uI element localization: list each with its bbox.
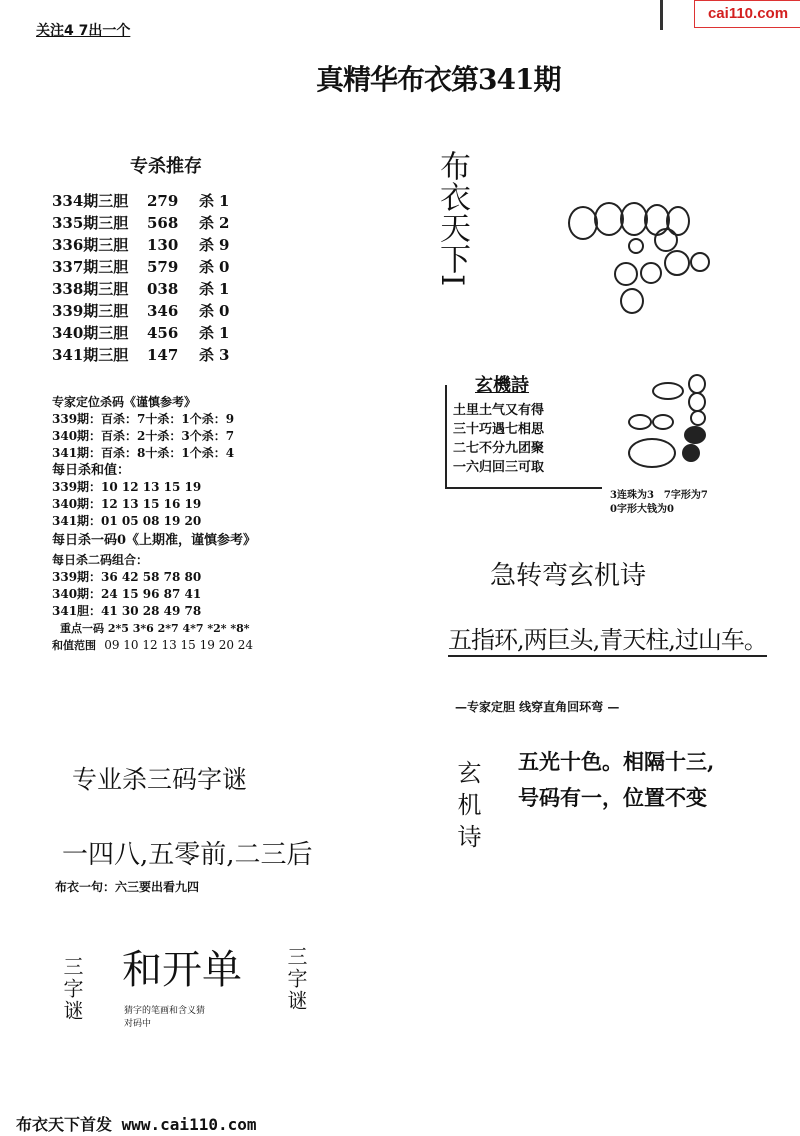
list-item: 339期：百杀：7十杀：1个杀：9 bbox=[52, 412, 235, 426]
daily-sum-heading: 每日杀和值： bbox=[52, 463, 131, 478]
list-item: 341胆：41 30 28 49 78 bbox=[52, 604, 202, 618]
riddle-title: 专业杀三码字谜 bbox=[72, 765, 248, 794]
top-divider bbox=[660, 0, 663, 30]
list-item: 土里土气又有得 bbox=[453, 403, 545, 418]
mystic-poem-lines bbox=[453, 401, 544, 477]
list-item: 336期三胆 130 杀 9 bbox=[52, 236, 230, 254]
list-item: 338期三胆 038 杀 1 bbox=[52, 280, 230, 298]
daily-two-heading: 每日杀二码组合： bbox=[52, 553, 149, 567]
list-item: 339期三胆 346 杀 0 bbox=[52, 302, 230, 320]
small-note-1: 猜字的笔画和含义猜 bbox=[124, 1006, 206, 1016]
riddle-text: 一四八,五零前,二三后 bbox=[62, 840, 313, 870]
list-item: 340期：24 15 96 87 41 bbox=[52, 587, 202, 601]
list-item: 335期三胆 568 杀 2 bbox=[52, 214, 230, 232]
list-item: 339期：36 42 58 78 80 bbox=[52, 570, 202, 584]
daily-one-kill: 每日杀一码0《上期准，谨慎参考》 bbox=[52, 533, 257, 548]
three-char-left: 三字谜 bbox=[60, 956, 84, 1022]
three-char-center: 和开单 bbox=[122, 947, 242, 993]
list-item: 一六归回三可取 bbox=[453, 460, 545, 475]
list-item: 340期：百杀：2十杀：3个杀：7 bbox=[52, 429, 235, 443]
list-item: 340期：12 13 15 16 19 bbox=[52, 497, 202, 511]
sum-range bbox=[52, 637, 256, 654]
buyi-vertical: 布衣天下I bbox=[434, 150, 470, 287]
key-one-code: 重点一码 2*5 3*6 2*7 4*7 *2* *8* bbox=[60, 622, 250, 635]
xuanji-text-1: 五光十色。相隔十三, bbox=[518, 749, 715, 774]
list-item: 337期三胆 579 杀 0 bbox=[52, 258, 230, 276]
xuanji-text-2: 号码有一，位置不变 bbox=[518, 785, 707, 810]
sharp-turn-title: 急转弯玄机诗 bbox=[490, 561, 647, 591]
expert-kill-list bbox=[52, 190, 239, 366]
footer-text: 布衣天下首发 www.cai110.com bbox=[16, 1115, 257, 1134]
list-item: 三十巧遇七相思 bbox=[453, 422, 545, 437]
position-kill-heading: 专家定位杀码《谨慎参考》 bbox=[52, 395, 197, 409]
list-item: 341期三胆 147 杀 3 bbox=[52, 346, 230, 364]
list-item: 340期三胆 456 杀 1 bbox=[52, 324, 230, 342]
small-note-2: 对码中 bbox=[124, 1019, 152, 1029]
brand-badge[interactable]: cai110.com bbox=[694, 0, 800, 28]
list-item: 二七不分九团聚 bbox=[453, 441, 545, 456]
mystic-poem-heading: 玄機詩 bbox=[475, 375, 529, 396]
sum-range-label: 和值范围 bbox=[52, 639, 96, 652]
main-title: 真精华布衣第341期 bbox=[316, 63, 561, 96]
top-note: 关注4 7出一个 bbox=[36, 23, 131, 39]
sharp-turn-text: 五指环,两巨头,青天柱,过山车。 bbox=[448, 620, 767, 657]
position-kill-block bbox=[52, 394, 256, 654]
bead-note-2: 0字形大钱为0 bbox=[610, 504, 674, 515]
bead-note-1: 3连珠为3 7字形为7 bbox=[610, 490, 708, 501]
expert-kill-heading: 专杀推存 bbox=[130, 156, 202, 177]
list-item: 339期：10 12 13 15 19 bbox=[52, 480, 202, 494]
sum-range-values: 09 10 12 13 15 19 20 24 bbox=[104, 638, 254, 652]
mystic-poem-box bbox=[445, 375, 602, 489]
list-item: 334期三胆 279 杀 1 bbox=[52, 192, 230, 210]
expert-line: —专家定胆 线穿直角回环弯 — bbox=[455, 700, 620, 714]
three-char-right: 三字谜 bbox=[284, 946, 308, 1012]
buyi-sentence: 布衣一句：六三要出看九四 bbox=[55, 880, 200, 894]
list-item: 341期：百杀：8十杀：1个杀：4 bbox=[52, 446, 235, 460]
list-item: 341期：01 05 08 19 20 bbox=[52, 514, 202, 528]
xuanji-vertical: 玄机诗 bbox=[453, 760, 481, 856]
